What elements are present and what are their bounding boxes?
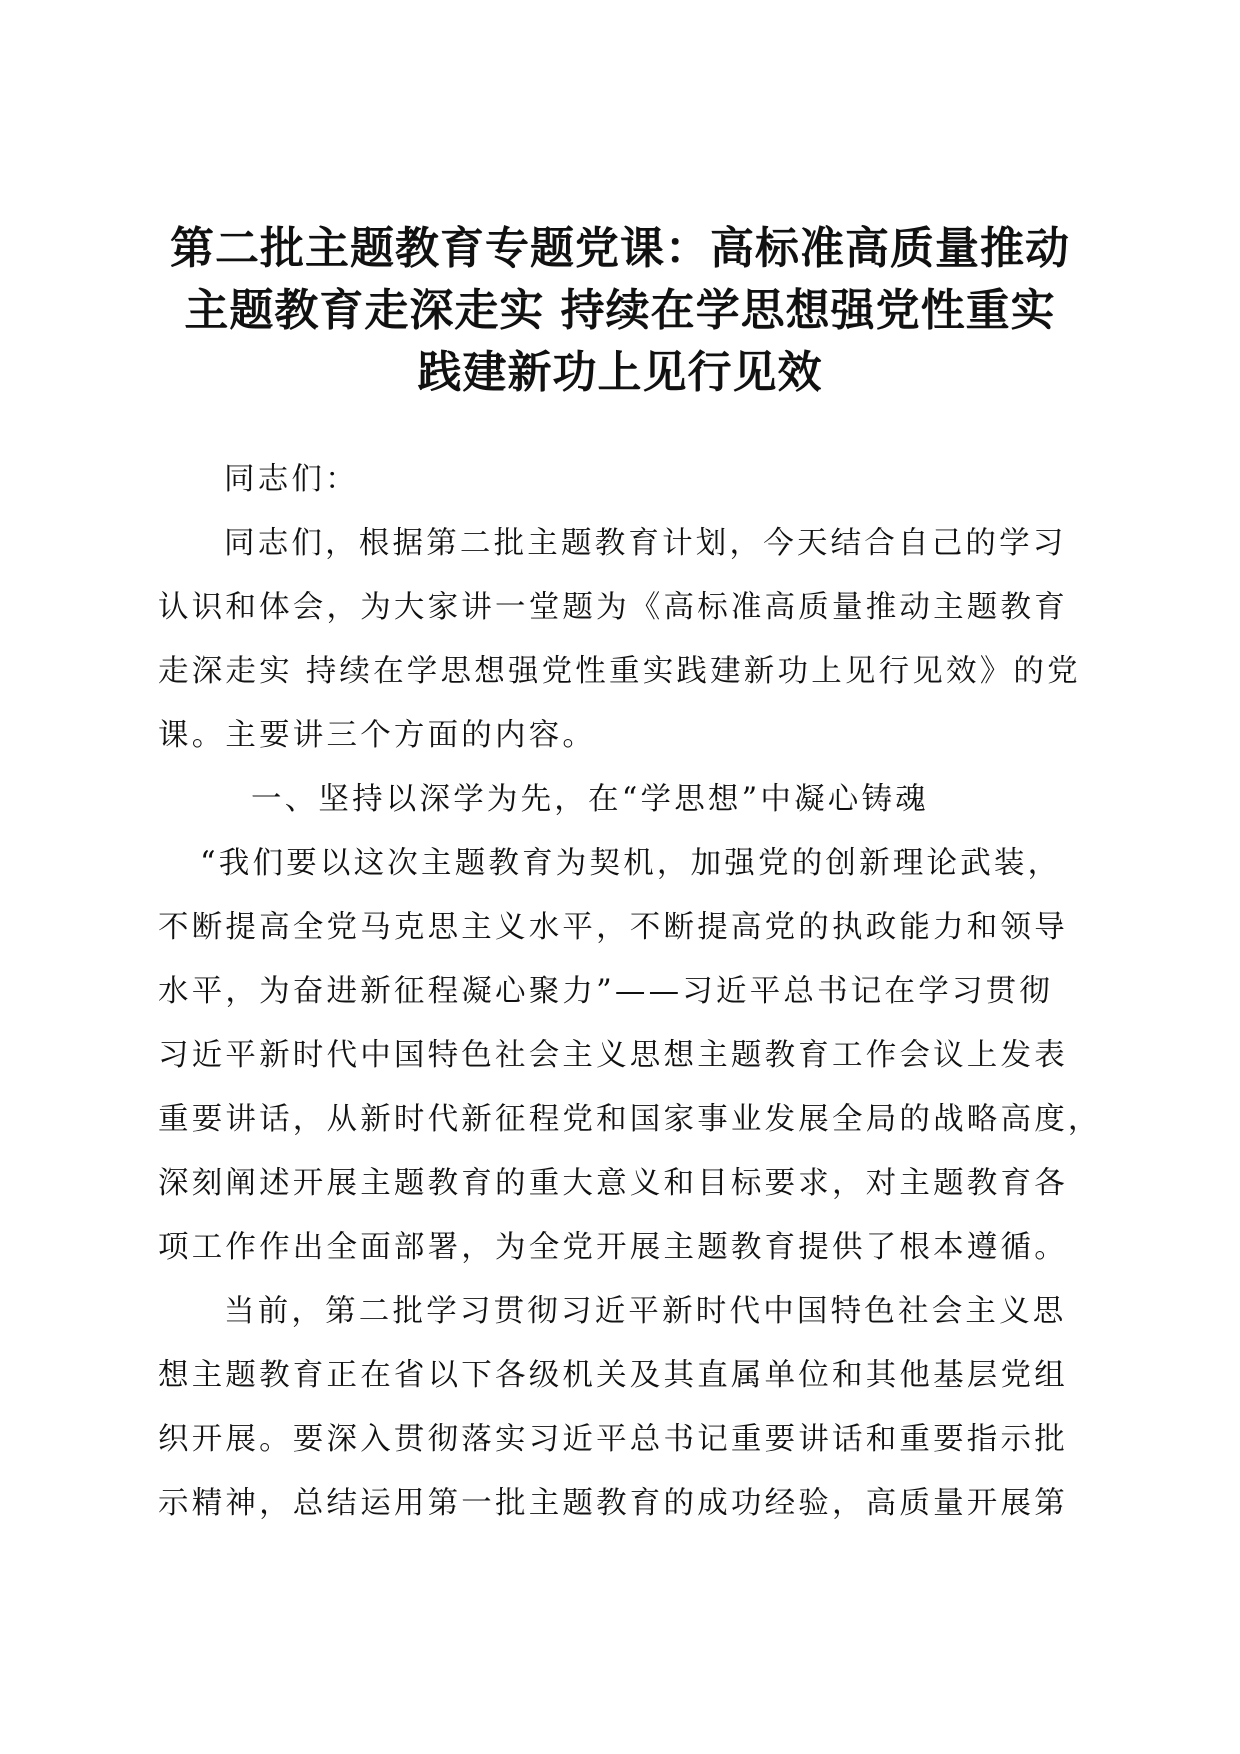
section-heading: 一、坚持以深学为先，在“学思想”中凝心铸魂 (251, 782, 929, 817)
title-line-2: 主题教育走深走实 持续在学思想强党性重实 (184, 285, 1056, 336)
paragraph-line: 课。主要讲三个方面的内容。 (158, 718, 597, 753)
paragraph-line: 想主题教育正在省以下各级机关及其直属单位和其他基层党组 (158, 1358, 1068, 1393)
salutation: 同志们： (224, 462, 359, 497)
paragraph-line: 示精神，总结运用第一批主题教育的成功经验，高质量开展第 (158, 1486, 1068, 1521)
paragraph-line: 当前，第二批学习贯彻习近平新时代中国特色社会主义思 (224, 1294, 1067, 1329)
paragraph-line: 织开展。要深入贯彻落实习近平总书记重要讲话和重要指示批 (158, 1422, 1068, 1457)
paragraph-line: 深刻阐述开展主题教育的重大意义和目标要求，对主题教育各 (158, 1166, 1068, 1201)
document-body (158, 448, 1102, 1536)
paragraph-line: 习近平新时代中国特色社会主义思想主题教育工作会议上发表 (158, 1038, 1068, 1073)
paragraph-line: 不断提高全党马克思主义水平，不断提高党的执政能力和领导 (158, 910, 1068, 945)
document-title (150, 218, 1090, 404)
paragraph-line: 认识和体会，为大家讲一堂题为《高标准高质量推动主题教育 (158, 590, 1068, 625)
paragraph-line: 走深走实 持续在学思想强党性重实践建新功上见行见效》的党 (158, 654, 1081, 689)
paragraph-line: 项工作作出全面部署，为全党开展主题教育提供了根本遵循。 (158, 1230, 1068, 1265)
paragraph-line: 水平，为奋进新征程凝心聚力”——习近平总书记在学习贯彻 (158, 974, 1053, 1009)
title-line-3: 践建新功上见行见效 (417, 347, 823, 398)
paragraph-line: “我们要以这次主题教育为契机，加强党的创新理论武装， (200, 846, 1062, 881)
paragraph-line: 重要讲话，从新时代新征程党和国家事业发展全局的战略高度， (158, 1102, 1102, 1137)
title-line-1: 第二批主题教育专题党课：高标准高质量推动 (170, 223, 1070, 274)
paragraph-line: 同志们，根据第二批主题教育计划，今天结合自己的学习 (224, 526, 1067, 561)
